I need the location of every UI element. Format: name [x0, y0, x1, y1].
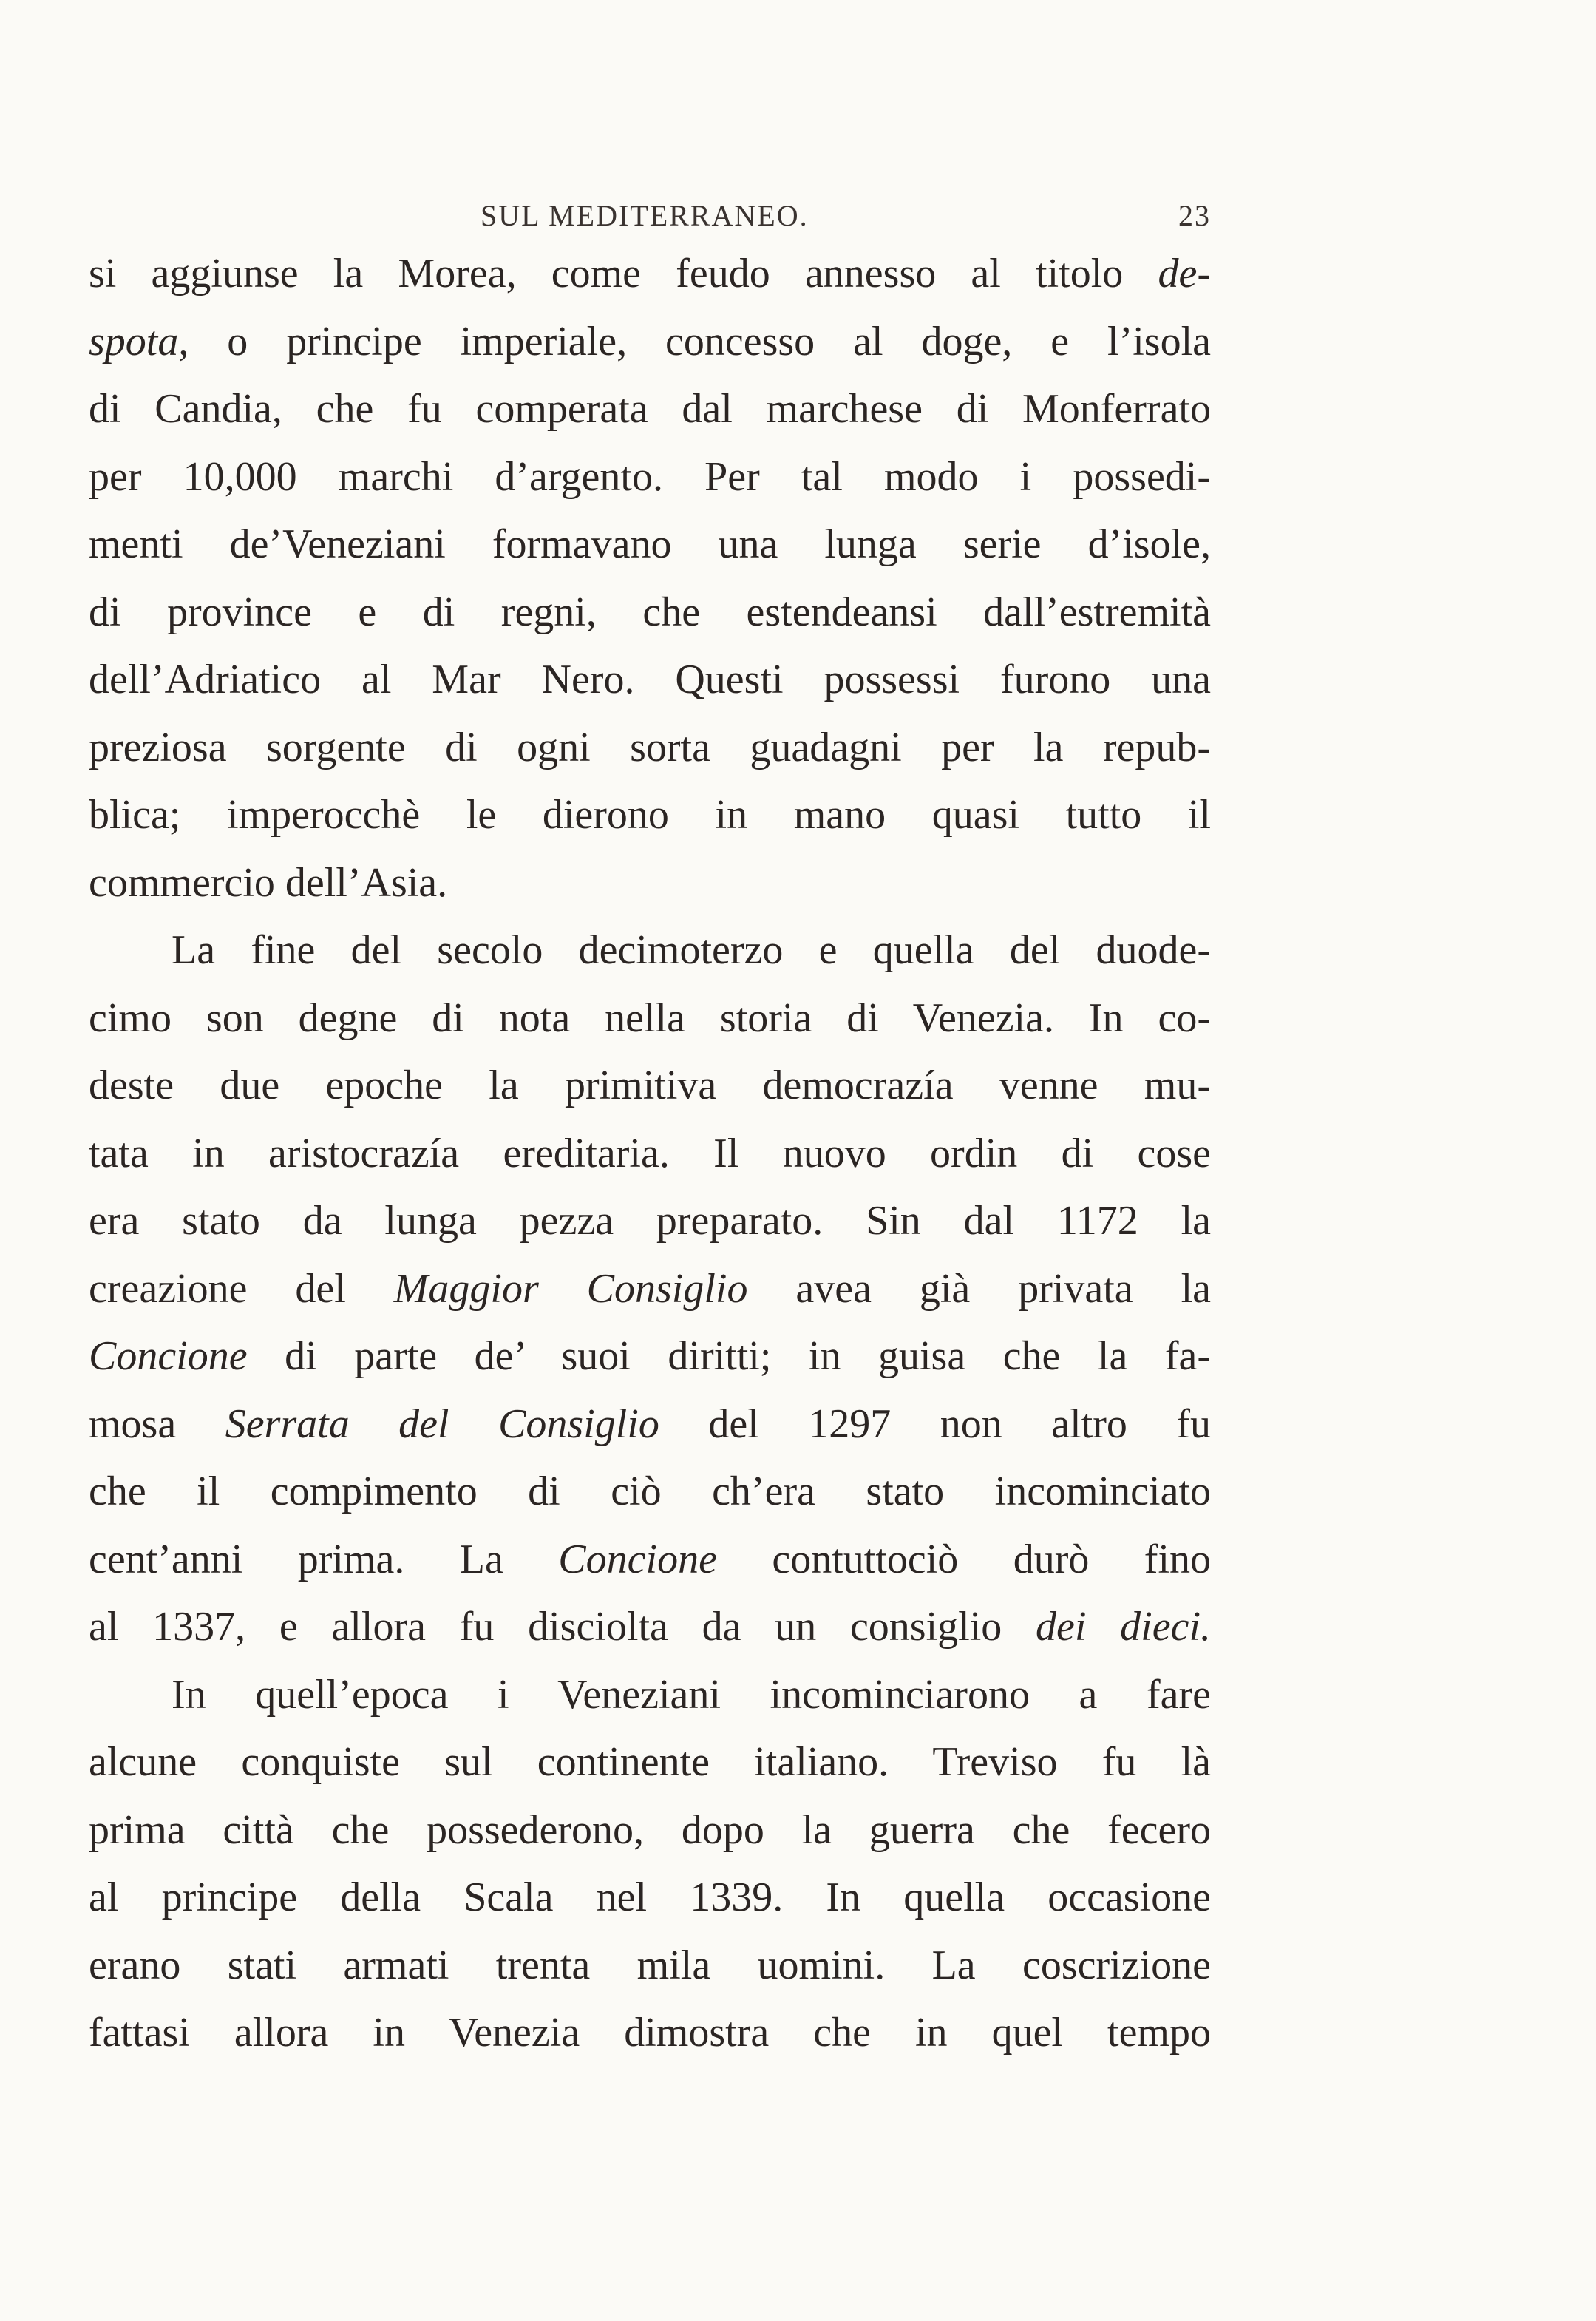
running-title: SUL MEDITERRANEO.: [481, 199, 809, 232]
text-line: era stato da lunga pezza preparato. Sin dal 1172 la: [89, 1198, 1211, 1244]
text-line: prima città che possederono, dopo la guerra che fecero: [89, 1806, 1211, 1853]
text-line: dell’Adriatico al Mar Nero. Questi possessi furono una: [89, 657, 1211, 702]
text-line: deste due epoche la primitiva democrazía venne mu-: [89, 1063, 1211, 1108]
text-line: erano stati armati trenta mila uomini. La coscrizione: [89, 1942, 1211, 1988]
text-line: spota, o principe imperiale, concesso al doge, e l’isola: [89, 318, 1211, 365]
text-line: cent’anni prima. La Concione contuttociò durò fino: [89, 1536, 1211, 1582]
text-line: si aggiunse la Morea, come feudo annesso al titolo de-: [89, 251, 1211, 297]
body-text: [89, 240, 1211, 2067]
text-line: al 1337, e allora fu disciolta da un consiglio dei dieci.: [89, 1604, 1212, 1650]
text-line: tata in aristocrazía ereditaria. Il nuovo ordin di cose: [89, 1130, 1211, 1176]
text-line: al principe della Scala nel 1339. In quella occasione: [89, 1874, 1211, 1920]
text-line: commercio dell’Asia.: [89, 859, 448, 906]
running-head: [89, 198, 1211, 243]
page-number: 23: [1178, 199, 1211, 232]
text-line: blica; imperocchè le dierono in mano quasi tutto il: [89, 792, 1211, 838]
text-line: creazione del Maggior Consiglio avea già privata la: [89, 1265, 1211, 1312]
text-line: Concione di parte de’ suoi diritti; in guisa che la fa-: [89, 1333, 1211, 1379]
text-line: di province e di regni, che estendeansi dall’estremità: [89, 589, 1211, 635]
text-line: menti de’Veneziani formavano una lunga serie d’isole,: [89, 521, 1211, 567]
text-line: che il compimento di ciò ch’era stato incominciato: [89, 1468, 1211, 1514]
paragraph-start-line: In quell’epoca i Veneziani incominciarono a fare: [172, 1671, 1211, 1718]
text-line: di Candia, che fu comperata dal marchese di Monferrato: [89, 386, 1211, 432]
paragraph-start-line: La fine del secolo decimoterzo e quella del duode-: [172, 927, 1211, 973]
text-line: per 10,000 marchi d’argento. Per tal modo i possedi-: [89, 453, 1211, 500]
text-line: mosa Serrata del Consiglio del 1297 non altro fu: [89, 1400, 1212, 1447]
text-line: preziosa sorgente di ogni sorta guadagni per la repub-: [89, 724, 1211, 770]
text-line: alcune conquiste sul continente italiano. Treviso fu là: [89, 1739, 1211, 1785]
text-line: fattasi allora in Venezia dimostra che in quel tempo: [89, 2010, 1211, 2056]
text-line: cimo son degne di nota nella storia di Venezia. In co-: [89, 995, 1211, 1041]
